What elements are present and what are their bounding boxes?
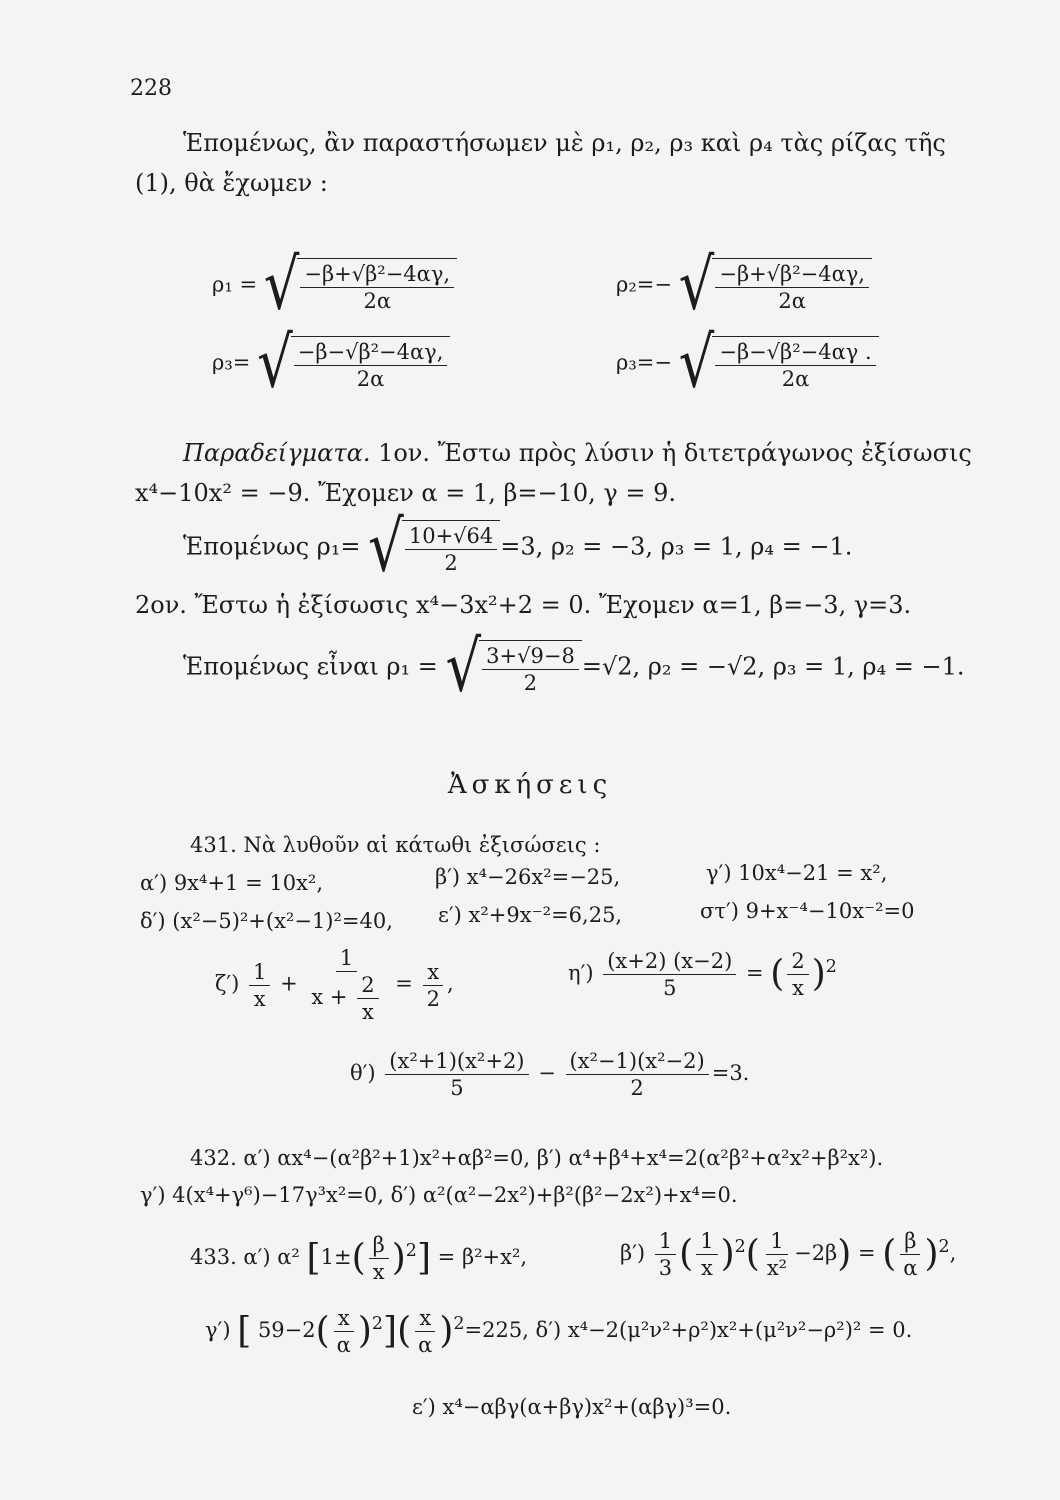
ex431-e: ε′) x²+9x⁻²=6,25, [438, 903, 623, 927]
ex433-g: γ′) [ 59−2( $\frac{x}{\alpha}$ )$^2$]( $\frac{x}{\alpha}$ )$^2$=225, δ′) x⁴−2(μ²ν²+ρ²)x²+(μ²ν²−ρ²)² = 0. [205, 1306, 913, 1357]
root-3: ρ₃= √ $\frac{\text{−β−√β²−4αγ,}}{2\alpha}$ [212, 336, 450, 392]
ex431-st: στ′) 9+x⁻⁴−10x⁻²=0 [700, 899, 915, 923]
ex433-a: 433. α′) α² [1±( $\frac{\beta}{x}$ )$^2$] = β²+x², [190, 1233, 528, 1284]
page-number: 228 [130, 76, 172, 101]
ex431-c: γ′) 10x⁴−21 = x², [706, 861, 888, 885]
ex431-th: θ′) $\frac{\text{(x²+1)(x²+2)}}{5}$ − $\frac{\text{(x²−1)(x²−2)}}{2}$ =3. [350, 1049, 750, 1100]
exercises-title: Ἀσκήσεις [447, 770, 613, 800]
ex431-a: α′) 9x⁴+1 = 10x², [140, 871, 324, 895]
ex433-b: β′) $\frac{1}{3}$ ( $\frac{1}{x}$ )$^2$( $\frac{1}{\text{x²}}$ −2β) = ( $\frac{\beta}{\alpha}$ )$^2$, [620, 1229, 957, 1280]
intro-line-1: Ἑπομένως, ἂν παραστήσωμεν μὲ ρ₁, ρ₂, ρ₃ καὶ ρ₄ τὰς ρίζας τῆς [183, 129, 946, 157]
ex431-z: ζ′) $\frac{1}{x}$ + 1 x + $\frac{2}{x}$ = $\frac{x}{2}$ , [215, 946, 454, 1024]
examples-line-1: Παραδείγματα. 1ον. Ἔστω πρὸς λύσιν ἡ διτετράγωνος ἐξίσωσις [183, 439, 972, 467]
example-2-line: 2ον. Ἔστω ἡ ἐξίσωσις x⁴−3x²+2 = 0. Ἔχομεν α=1, β=−3, γ=3. [135, 591, 912, 619]
ex431-h: η′) $\frac{(x+2) (x-2)}{5}$ = ( $\frac{2}{x}$ )$^2$ [568, 949, 837, 1000]
root-2: ρ₂=− √ $\frac{\text{−β+√β²−4αγ,}}{2\alpha}$ [616, 258, 872, 314]
ex431-b: β′) x⁴−26x²=−25, [435, 865, 621, 889]
example-1-result: Ἑπομένως ρ₁= √ $\frac{10+√64}{2}$ =3, ρ₂ = −3, ρ₃ = 1, ρ₄ = −1. [183, 506, 853, 588]
ex432-line-2: γ′) 4(x⁴+γ⁶)−17γ³x²=0, δ′) α²(α²−2x²)+β²(β²−2x²)+x⁴=0. [140, 1183, 738, 1207]
examples-line-2: x⁴−10x² = −9. Ἔχομεν α = 1, β=−10, γ = 9. [135, 479, 677, 507]
ex431-d: δ′) (x²−5)²+(x²−1)²=40, [140, 909, 393, 933]
ex431-intro: 431. Νὰ λυθοῦν αἱ κάτωθι ἐξισώσεις : [190, 833, 601, 857]
examples-heading: Παραδείγματα. [183, 439, 371, 467]
ex432-line-1: 432. α′) αx⁴−(α²β²+1)x²+αβ²=0, β′) α⁴+β⁴+x⁴=2(α²β²+α²x²+β²x²). [190, 1146, 884, 1170]
root-4: ρ₃=− √ $\frac{\text{−β−√β²−4αγ .}}{2\alpha}$ [616, 336, 879, 392]
intro-line-2: (1), θὰ ἔχωμεν : [135, 169, 328, 197]
example-2-result: Ἑπομένως εἶναι ρ₁ = √ $\frac{3+√9-8}{2}$ =√2, ρ₂ = −√2, ρ₃ = 1, ρ₄ = −1. [183, 626, 965, 708]
ex433-e: ε′) x⁴−αβγ(α+βγ)x²+(αβγ)³=0. [412, 1395, 732, 1419]
root-1: ρ₁ = √ $\frac{\text{−β+√β²−4αγ,}}{2\alpha}$ [212, 258, 457, 314]
